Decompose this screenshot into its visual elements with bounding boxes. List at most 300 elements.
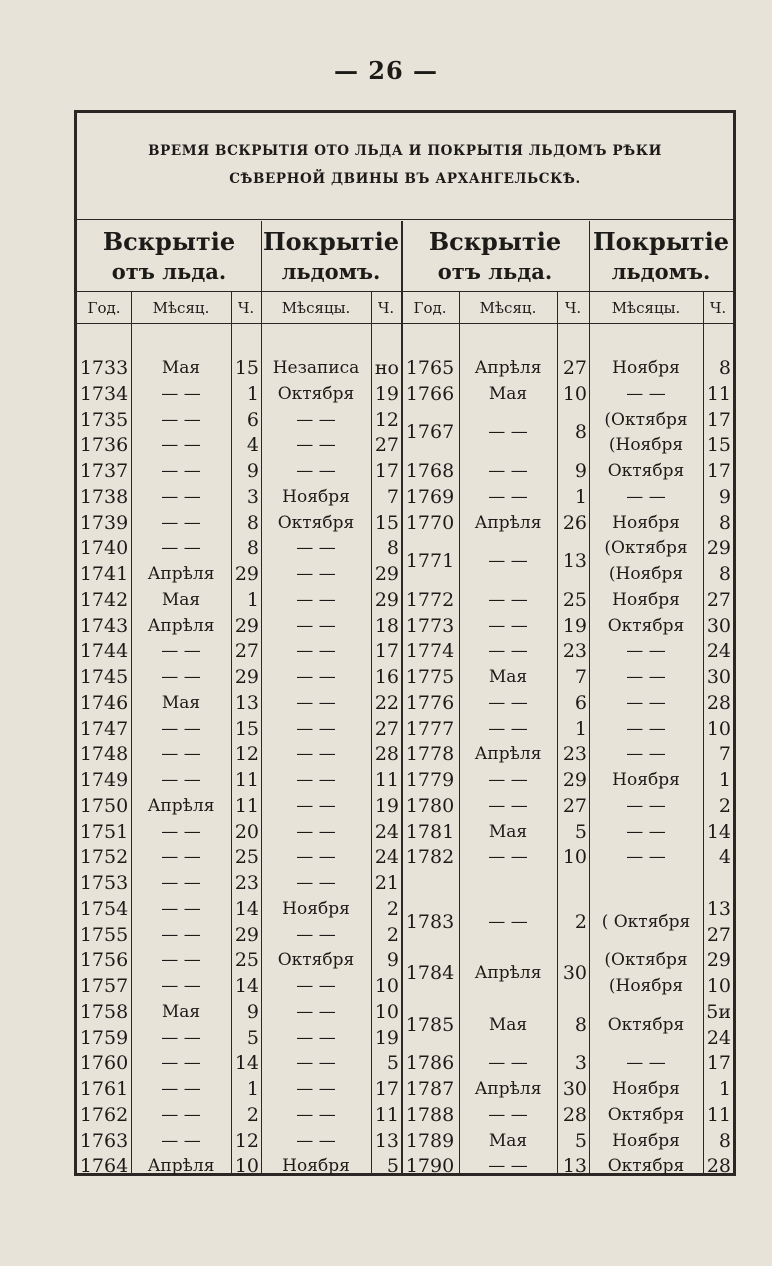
closing-month-cell: — — bbox=[296, 795, 336, 816]
opening-month-cell: Мая bbox=[161, 692, 201, 713]
opening-day-cell: 1 bbox=[574, 717, 587, 740]
opening-day-cell: 14 bbox=[234, 975, 259, 997]
closing-month-cell: — — bbox=[296, 461, 336, 481]
closing-month-cell: (Октября bbox=[604, 409, 688, 430]
opening-day-cell: 13 bbox=[234, 691, 259, 714]
year-cell: 1746 bbox=[79, 691, 129, 714]
closing-day-cell: 19 bbox=[374, 794, 399, 817]
opening-day-cell: 29 bbox=[234, 563, 259, 585]
closing-month-cell: — — bbox=[296, 744, 336, 765]
opening-day-cell: 14 bbox=[234, 897, 259, 920]
closing-day-cell: 7 bbox=[386, 485, 399, 508]
closing-day-cell: 29 bbox=[706, 537, 731, 560]
subheader-month: Мѣсяц. bbox=[152, 299, 210, 317]
year-cell: 1777 bbox=[405, 717, 455, 740]
closing-month-cell: Октября bbox=[607, 1156, 685, 1177]
opening-month-cell: Мая bbox=[488, 821, 528, 842]
opening-month-cell: — — bbox=[161, 976, 201, 996]
closing-day-cell: 17 bbox=[374, 640, 399, 663]
opening-day-cell: 4 bbox=[246, 434, 259, 457]
opening-day-cell: 11 bbox=[234, 769, 259, 791]
opening-month-cell: Апрѣля bbox=[147, 1156, 215, 1177]
year-cell: 1760 bbox=[79, 1052, 129, 1075]
closing-month-cell: — — bbox=[626, 692, 666, 713]
year-cell: 1765 bbox=[405, 357, 455, 379]
year-cell: 1752 bbox=[79, 846, 129, 869]
opening-day-cell: 29 bbox=[234, 614, 259, 637]
closing-month-cell: — — bbox=[296, 435, 336, 456]
closing-day-cell: 15 bbox=[706, 434, 731, 457]
table-title-line2: СѢВЕРНОЙ ДВИНЫ ВЪ АРХАНГЕЛЬСКѢ. bbox=[229, 171, 581, 187]
closing-month-cell: (Ноября bbox=[608, 564, 684, 584]
opening-day-cell: 2 bbox=[574, 910, 587, 933]
opening-month-cell: — — bbox=[161, 667, 201, 687]
closing-day-cell: 8 bbox=[718, 563, 731, 585]
closing-day-cell: 8 bbox=[386, 537, 399, 560]
year-cell: 1762 bbox=[79, 1103, 129, 1126]
year-cell: 1761 bbox=[79, 1078, 129, 1100]
subheader-day: Ч. bbox=[564, 299, 582, 317]
opening-month-cell: Апрѣля bbox=[474, 358, 542, 378]
closing-month-cell: — — bbox=[296, 1027, 336, 1048]
opening-month-cell: Мая bbox=[488, 667, 528, 687]
opening-day-cell: 8 bbox=[246, 511, 259, 534]
year-cell: 1780 bbox=[405, 794, 455, 817]
closing-month-cell: Ноября bbox=[612, 358, 680, 378]
opening-month-cell: — — bbox=[161, 512, 201, 533]
closing-day-cell: 2 bbox=[386, 923, 399, 946]
closing-day-cell: 29 bbox=[374, 588, 399, 611]
header-closing-line1: Покрытіе bbox=[592, 227, 730, 256]
closing-month-cell: Ноября bbox=[282, 1156, 350, 1177]
closing-month-cell: Октября bbox=[607, 1014, 685, 1035]
opening-month-cell: — — bbox=[161, 1027, 201, 1048]
closing-day-cell: 2 bbox=[718, 794, 731, 817]
page-number: — 26 — bbox=[333, 56, 439, 85]
opening-month-cell: — — bbox=[488, 486, 528, 507]
subheader-day: Ч. bbox=[377, 299, 395, 317]
opening-day-cell: 10 bbox=[562, 846, 587, 869]
opening-month-cell: — — bbox=[161, 847, 201, 868]
closing-day-cell: но bbox=[374, 357, 399, 379]
opening-month-cell: — — bbox=[161, 821, 201, 842]
closing-day-cell: 5и bbox=[706, 1000, 731, 1023]
closing-month-cell: (Октября bbox=[604, 950, 688, 971]
closing-day-cell: 10 bbox=[706, 975, 731, 997]
opening-day-cell: 23 bbox=[562, 640, 587, 663]
opening-day-cell: 3 bbox=[246, 485, 259, 508]
closing-month-cell: — — bbox=[626, 667, 666, 687]
subheader-months: Мѣсяцы. bbox=[281, 299, 351, 317]
closing-day-cell: 4 bbox=[718, 846, 731, 869]
closing-month-cell: Октября bbox=[277, 950, 355, 971]
opening-month-cell: Мая bbox=[161, 589, 201, 610]
closing-month-cell: Ноября bbox=[612, 1079, 680, 1099]
closing-month-cell: — — bbox=[296, 976, 336, 996]
opening-day-cell: 1 bbox=[246, 382, 259, 405]
closing-month-cell: ( Октября bbox=[601, 911, 691, 932]
opening-month-cell: — — bbox=[161, 898, 201, 919]
closing-month-cell: — — bbox=[626, 795, 666, 816]
closing-month-cell: — — bbox=[296, 641, 336, 662]
year-cell: 1786 bbox=[405, 1052, 455, 1075]
subheader-year: Год. bbox=[87, 299, 121, 317]
closing-month-cell: (Ноября bbox=[608, 435, 684, 456]
opening-month-cell: Апрѣля bbox=[147, 564, 215, 584]
year-cell: 1757 bbox=[79, 975, 129, 997]
closing-month-cell: — — bbox=[626, 744, 666, 765]
opening-month-cell: — — bbox=[161, 486, 201, 507]
year-cell: 1785 bbox=[405, 1013, 455, 1036]
opening-month-cell: — — bbox=[161, 744, 201, 765]
year-cell: 1734 bbox=[79, 382, 129, 405]
year-cell: 1763 bbox=[79, 1129, 129, 1152]
closing-month-cell: — — bbox=[626, 383, 666, 404]
opening-month-cell: Мая bbox=[488, 1130, 528, 1151]
year-cell: 1783 bbox=[405, 910, 455, 933]
closing-day-cell: 1 bbox=[718, 769, 731, 791]
closing-month-cell: — — bbox=[296, 770, 336, 790]
opening-month-cell: — — bbox=[161, 409, 201, 430]
closing-day-cell: 16 bbox=[374, 666, 399, 688]
opening-month-cell: — — bbox=[488, 718, 528, 739]
opening-month-cell: — — bbox=[488, 770, 528, 790]
year-cell: 1767 bbox=[405, 421, 455, 444]
opening-day-cell: 12 bbox=[234, 1129, 259, 1152]
closing-month-cell: — — bbox=[626, 718, 666, 739]
opening-day-cell: 9 bbox=[574, 460, 587, 482]
closing-month-cell: Октября bbox=[607, 461, 685, 481]
closing-day-cell: 1 bbox=[718, 1078, 731, 1100]
opening-day-cell: 15 bbox=[234, 717, 259, 740]
opening-day-cell: 10 bbox=[234, 1155, 259, 1178]
year-cell: 1788 bbox=[405, 1103, 455, 1126]
opening-month-cell: — — bbox=[488, 795, 528, 816]
closing-month-cell: — — bbox=[296, 564, 336, 584]
opening-day-cell: 27 bbox=[234, 640, 259, 663]
closing-day-cell: 27 bbox=[374, 434, 399, 457]
closing-month-cell: (Ноября bbox=[608, 976, 684, 996]
closing-month-cell: — — bbox=[296, 924, 336, 945]
opening-day-cell: 27 bbox=[562, 794, 587, 817]
header-opening-line2: отъ льда. bbox=[111, 259, 227, 284]
header-closing-line2: льдомъ. bbox=[611, 259, 711, 284]
year-cell: 1747 bbox=[79, 717, 129, 740]
opening-month-cell: — — bbox=[488, 589, 528, 610]
closing-month-cell: — — bbox=[626, 821, 666, 842]
opening-day-cell: 3 bbox=[574, 1052, 587, 1075]
opening-month-cell: Апрѣля bbox=[474, 744, 542, 765]
year-cell: 1789 bbox=[405, 1129, 455, 1152]
year-cell: 1736 bbox=[79, 434, 129, 457]
year-cell: 1759 bbox=[79, 1026, 129, 1049]
closing-day-cell: 18 bbox=[374, 614, 399, 637]
closing-month-cell: — — bbox=[296, 1079, 336, 1099]
year-cell: 1772 bbox=[405, 588, 455, 611]
subheader-months: Мѣсяцы. bbox=[611, 299, 681, 317]
year-cell: 1769 bbox=[405, 485, 455, 508]
opening-month-cell: Апрѣля bbox=[474, 1079, 542, 1099]
closing-day-cell: 27 bbox=[706, 588, 731, 611]
opening-day-cell: 29 bbox=[234, 666, 259, 688]
year-cell: 1745 bbox=[79, 666, 129, 688]
subheader-year: Год. bbox=[413, 299, 447, 317]
opening-day-cell: 23 bbox=[562, 743, 587, 766]
closing-day-cell: 13 bbox=[706, 897, 731, 920]
closing-day-cell: 24 bbox=[706, 1026, 731, 1049]
closing-month-cell: — — bbox=[626, 641, 666, 662]
closing-month-cell: Ноября bbox=[612, 589, 680, 610]
year-cell: 1753 bbox=[79, 872, 129, 894]
header-opening-line1: Вскрытіе bbox=[428, 227, 562, 256]
closing-month-cell: Незаписа bbox=[272, 358, 360, 378]
opening-day-cell: 5 bbox=[574, 820, 587, 843]
year-cell: 1738 bbox=[79, 485, 129, 508]
closing-month-cell: — — bbox=[626, 847, 666, 868]
closing-day-cell: 22 bbox=[374, 691, 399, 714]
opening-day-cell: 30 bbox=[562, 1078, 587, 1100]
opening-day-cell: 8 bbox=[246, 537, 259, 560]
opening-month-cell: — — bbox=[161, 1053, 201, 1074]
opening-day-cell: 14 bbox=[234, 1052, 259, 1075]
year-cell: 1744 bbox=[79, 640, 129, 663]
closing-day-cell: 17 bbox=[706, 408, 731, 431]
ice-table bbox=[74, 110, 736, 1176]
opening-day-cell: 7 bbox=[574, 666, 587, 688]
year-cell: 1784 bbox=[405, 962, 455, 985]
closing-month-cell: Ноября bbox=[282, 486, 350, 507]
closing-month-cell: — — bbox=[626, 1053, 666, 1074]
opening-day-cell: 1 bbox=[246, 588, 259, 611]
opening-month-cell: — — bbox=[488, 615, 528, 636]
closing-month-cell: — — bbox=[296, 821, 336, 842]
year-cell: 1787 bbox=[405, 1078, 455, 1100]
opening-month-cell: Мая bbox=[161, 1001, 201, 1022]
closing-day-cell: 11 bbox=[706, 1103, 731, 1126]
opening-month-cell: Мая bbox=[488, 1014, 528, 1035]
opening-month-cell: — — bbox=[488, 461, 528, 481]
opening-month-cell: Апрѣля bbox=[147, 615, 215, 636]
closing-day-cell: 30 bbox=[706, 666, 731, 688]
year-cell: 1764 bbox=[79, 1155, 129, 1178]
year-cell: 1781 bbox=[405, 820, 455, 843]
year-cell: 1782 bbox=[405, 846, 455, 869]
closing-month-cell: Ноября bbox=[612, 512, 680, 533]
opening-day-cell: 11 bbox=[234, 794, 259, 817]
closing-month-cell: — — bbox=[296, 667, 336, 687]
closing-month-cell: Октября bbox=[277, 383, 355, 404]
closing-month-cell: — — bbox=[296, 409, 336, 430]
closing-month-cell: — — bbox=[296, 692, 336, 713]
year-cell: 1766 bbox=[405, 382, 455, 405]
opening-month-cell: — — bbox=[488, 551, 528, 572]
opening-day-cell: 1 bbox=[574, 485, 587, 508]
table-body bbox=[77, 113, 733, 1178]
opening-day-cell: 25 bbox=[234, 949, 259, 972]
closing-day-cell: 15 bbox=[374, 511, 399, 534]
year-cell: 1790 bbox=[405, 1155, 455, 1178]
year-cell: 1737 bbox=[79, 460, 129, 482]
closing-day-cell: 28 bbox=[706, 1155, 731, 1178]
opening-day-cell: 9 bbox=[246, 1000, 259, 1023]
opening-month-cell: Мая bbox=[161, 358, 201, 378]
closing-month-cell: Ноября bbox=[612, 1130, 680, 1151]
closing-day-cell: 8 bbox=[718, 511, 731, 534]
closing-day-cell: 19 bbox=[374, 1026, 399, 1049]
opening-day-cell: 5 bbox=[246, 1026, 259, 1049]
year-cell: 1754 bbox=[79, 897, 129, 920]
year-cell: 1742 bbox=[79, 588, 129, 611]
closing-day-cell: 8 bbox=[718, 357, 731, 379]
closing-month-cell: — — bbox=[296, 538, 336, 559]
closing-day-cell: 13 bbox=[374, 1129, 399, 1152]
opening-month-cell: Апрѣля bbox=[474, 512, 542, 533]
year-cell: 1740 bbox=[79, 537, 129, 560]
year-cell: 1750 bbox=[79, 794, 129, 817]
closing-month-cell: — — bbox=[296, 589, 336, 610]
closing-day-cell: 14 bbox=[706, 820, 731, 843]
opening-month-cell: Апрѣля bbox=[474, 963, 542, 984]
closing-day-cell: 10 bbox=[374, 975, 399, 997]
year-cell: 1773 bbox=[405, 614, 455, 637]
closing-day-cell: 17 bbox=[706, 1052, 731, 1075]
closing-day-cell: 9 bbox=[718, 485, 731, 508]
opening-month-cell: — — bbox=[161, 641, 201, 662]
closing-day-cell: 7 bbox=[718, 743, 731, 766]
opening-month-cell: — — bbox=[161, 873, 201, 893]
closing-day-cell: 21 bbox=[374, 872, 399, 894]
closing-month-cell: Ноября bbox=[282, 898, 350, 919]
opening-day-cell: 25 bbox=[562, 588, 587, 611]
year-cell: 1756 bbox=[79, 949, 129, 972]
opening-month-cell: — — bbox=[161, 718, 201, 739]
closing-day-cell: 12 bbox=[374, 408, 399, 431]
closing-day-cell: 10 bbox=[374, 1000, 399, 1023]
closing-day-cell: 2 bbox=[386, 897, 399, 920]
closing-day-cell: 29 bbox=[706, 949, 731, 972]
year-cell: 1751 bbox=[79, 820, 129, 843]
opening-month-cell: — — bbox=[488, 911, 528, 932]
opening-month-cell: — — bbox=[161, 924, 201, 945]
closing-day-cell: 17 bbox=[374, 460, 399, 482]
year-cell: 1735 bbox=[79, 408, 129, 431]
year-cell: 1749 bbox=[79, 769, 129, 791]
opening-day-cell: 1 bbox=[246, 1078, 259, 1100]
opening-month-cell: — — bbox=[488, 847, 528, 868]
opening-month-cell: Мая bbox=[488, 383, 528, 404]
closing-month-cell: — — bbox=[626, 486, 666, 507]
closing-day-cell: 27 bbox=[374, 717, 399, 740]
closing-day-cell: 17 bbox=[706, 460, 731, 482]
closing-month-cell: Ноября bbox=[612, 770, 680, 790]
opening-month-cell: — — bbox=[488, 641, 528, 662]
closing-month-cell: (Октября bbox=[604, 538, 688, 559]
opening-day-cell: 20 bbox=[234, 820, 259, 843]
subheader-day: Ч. bbox=[237, 299, 255, 317]
year-cell: 1771 bbox=[405, 550, 455, 573]
opening-day-cell: 13 bbox=[562, 550, 587, 573]
opening-day-cell: 30 bbox=[562, 962, 587, 985]
opening-day-cell: 6 bbox=[574, 691, 587, 714]
subheader-month: Мѣсяц. bbox=[479, 299, 537, 317]
year-cell: 1776 bbox=[405, 691, 455, 714]
year-cell: 1770 bbox=[405, 511, 455, 534]
year-cell: 1779 bbox=[405, 769, 455, 791]
opening-day-cell: 6 bbox=[246, 408, 259, 431]
year-cell: 1755 bbox=[79, 923, 129, 946]
opening-day-cell: 23 bbox=[234, 872, 259, 894]
closing-day-cell: 28 bbox=[706, 691, 731, 714]
opening-month-cell: — — bbox=[488, 422, 528, 443]
header-opening-line2: отъ льда. bbox=[437, 259, 553, 284]
header-opening-line1: Вскрытіе bbox=[102, 227, 236, 256]
year-cell: 1774 bbox=[405, 640, 455, 663]
opening-day-cell: 8 bbox=[574, 421, 587, 444]
closing-month-cell: — — bbox=[296, 847, 336, 868]
year-cell: 1743 bbox=[79, 614, 129, 637]
closing-day-cell: 5 bbox=[386, 1155, 399, 1178]
closing-day-cell: 17 bbox=[374, 1078, 399, 1100]
opening-day-cell: 25 bbox=[234, 846, 259, 869]
closing-month-cell: — — bbox=[296, 1001, 336, 1022]
closing-day-cell: 30 bbox=[706, 614, 731, 637]
opening-month-cell: Апрѣля bbox=[147, 795, 215, 816]
opening-day-cell: 2 bbox=[246, 1103, 259, 1126]
opening-day-cell: 29 bbox=[562, 769, 587, 791]
opening-month-cell: — — bbox=[161, 461, 201, 481]
closing-month-cell: — — bbox=[296, 615, 336, 636]
opening-month-cell: — — bbox=[488, 1156, 528, 1177]
opening-day-cell: 27 bbox=[562, 357, 587, 379]
opening-month-cell: — — bbox=[488, 692, 528, 713]
closing-month-cell: Октября bbox=[607, 1104, 685, 1125]
closing-day-cell: 9 bbox=[386, 949, 399, 972]
closing-day-cell: 24 bbox=[706, 640, 731, 663]
opening-day-cell: 13 bbox=[562, 1155, 587, 1178]
closing-day-cell: 24 bbox=[374, 846, 399, 869]
header-closing-line2: льдомъ. bbox=[281, 259, 381, 284]
closing-day-cell: 5 bbox=[386, 1052, 399, 1075]
year-cell: 1775 bbox=[405, 666, 455, 688]
closing-month-cell: — — bbox=[296, 873, 336, 893]
opening-day-cell: 9 bbox=[246, 460, 259, 482]
closing-day-cell: 11 bbox=[374, 1103, 399, 1126]
opening-day-cell: 8 bbox=[574, 1013, 587, 1036]
year-cell: 1758 bbox=[79, 1000, 129, 1023]
subheader-day: Ч. bbox=[709, 299, 727, 317]
closing-month-cell: — — bbox=[296, 1104, 336, 1125]
opening-day-cell: 26 bbox=[562, 511, 587, 534]
opening-day-cell: 19 bbox=[562, 614, 587, 637]
year-cell: 1733 bbox=[79, 357, 129, 379]
opening-month-cell: — — bbox=[488, 1053, 528, 1074]
closing-day-cell: 29 bbox=[374, 563, 399, 585]
closing-day-cell: 11 bbox=[374, 769, 399, 791]
opening-month-cell: — — bbox=[161, 950, 201, 971]
closing-day-cell: 19 bbox=[374, 382, 399, 405]
year-cell: 1778 bbox=[405, 743, 455, 766]
opening-day-cell: 5 bbox=[574, 1129, 587, 1152]
opening-month-cell: — — bbox=[161, 1104, 201, 1125]
closing-day-cell: 27 bbox=[706, 923, 731, 946]
opening-day-cell: 28 bbox=[562, 1103, 587, 1126]
opening-month-cell: — — bbox=[161, 435, 201, 456]
closing-month-cell: — — bbox=[296, 1053, 336, 1074]
year-cell: 1768 bbox=[405, 460, 455, 482]
year-cell: 1748 bbox=[79, 743, 129, 766]
year-cell: 1739 bbox=[79, 511, 129, 534]
closing-day-cell: 28 bbox=[374, 743, 399, 766]
